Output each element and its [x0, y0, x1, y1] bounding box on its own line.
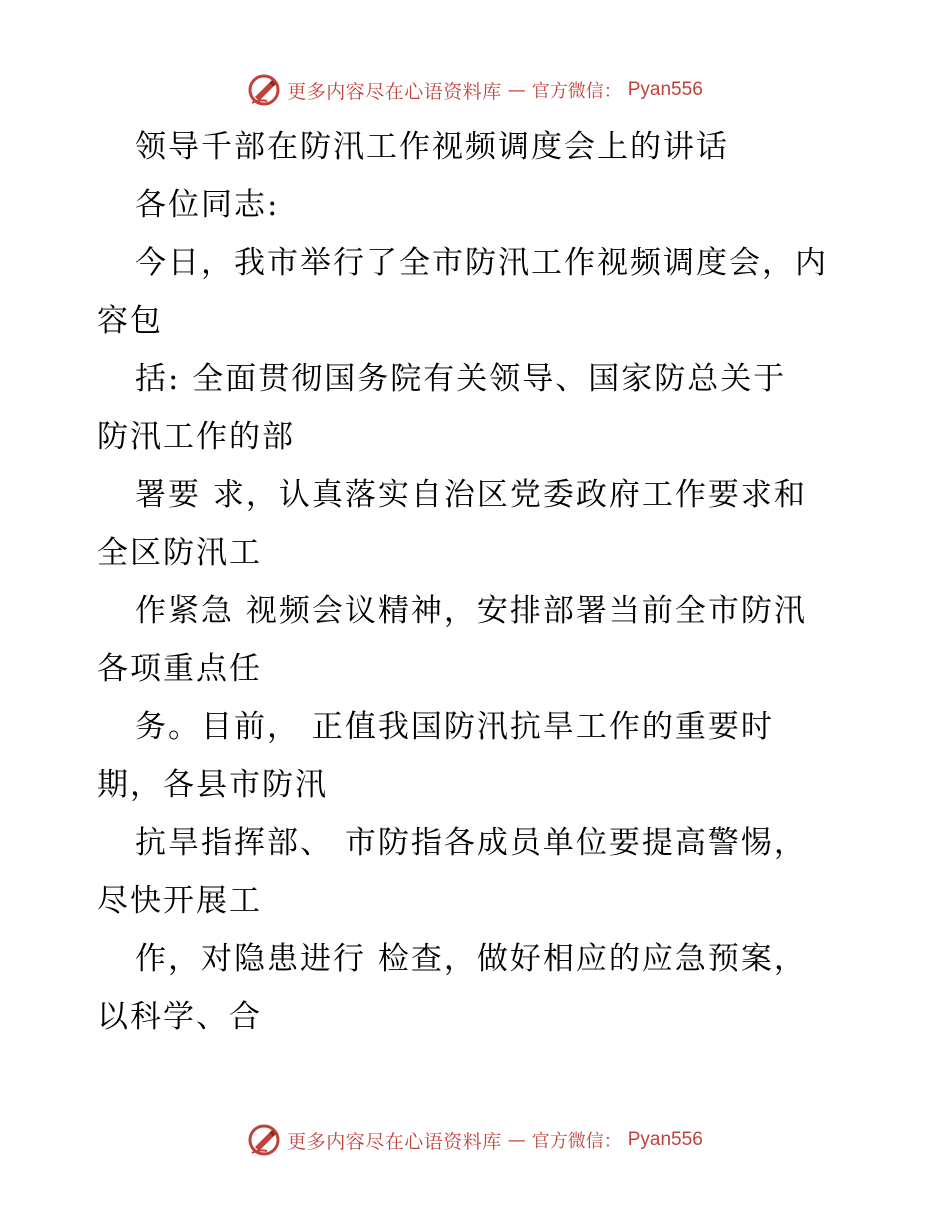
body-text-line: 今日，我市举行了全市防汛工作视频调度会，内	[135, 245, 828, 281]
watermark-label: 官方微信：	[531, 1131, 622, 1152]
document-body	[97, 118, 857, 1046]
header-watermark	[0, 70, 950, 110]
footer-watermark	[0, 1120, 950, 1160]
body-text-line: 全区防汛工	[97, 535, 262, 571]
watermark-dash: —	[507, 79, 526, 101]
body-text-line: 各项重点任	[97, 651, 262, 687]
body-text-line: 括: 全面贯彻国务院有关领导、国家防总关于	[135, 361, 787, 397]
watermark-dash: —	[507, 1129, 526, 1151]
body-text-line: 期，各县市防汛	[97, 767, 328, 803]
document-title: 领导千部在防汛工作视频调度会上的讲话	[135, 129, 729, 165]
watermark-wechat-id: Pyan556	[627, 79, 703, 100]
pen-circle-logo-icon	[247, 73, 281, 107]
body-text-line: 以科学、合	[97, 999, 262, 1035]
body-text-line: 署要 求，认真落实自治区党委政府工作要求和	[135, 477, 807, 513]
watermark-label: 官方微信：	[531, 81, 622, 102]
body-text-line: 作紧急 视频会议精神，安排部署当前全市防汛	[135, 593, 807, 629]
watermark-wechat-id: Pyan556	[627, 1129, 703, 1150]
pen-circle-logo-icon	[247, 1123, 281, 1157]
body-text-line: 各位同志:	[135, 187, 280, 223]
body-text-line: 防汛工作的部	[97, 419, 295, 455]
body-text-line: 尽快开展工	[97, 883, 262, 919]
body-text-line: 容包	[97, 303, 163, 339]
body-text-line: 作，对隐患进行 检查，做好相应的应急预案，	[135, 941, 807, 977]
watermark-text: 更多内容尽在心语资料库	[287, 1130, 502, 1153]
watermark-text: 更多内容尽在心语资料库	[287, 80, 502, 103]
body-text-line: 务。目前， 正值我国防汛抗旱工作的重要时	[135, 709, 774, 745]
body-text-line: 抗旱指挥部、 市防指各成员单位要提高警惕，	[135, 825, 807, 861]
